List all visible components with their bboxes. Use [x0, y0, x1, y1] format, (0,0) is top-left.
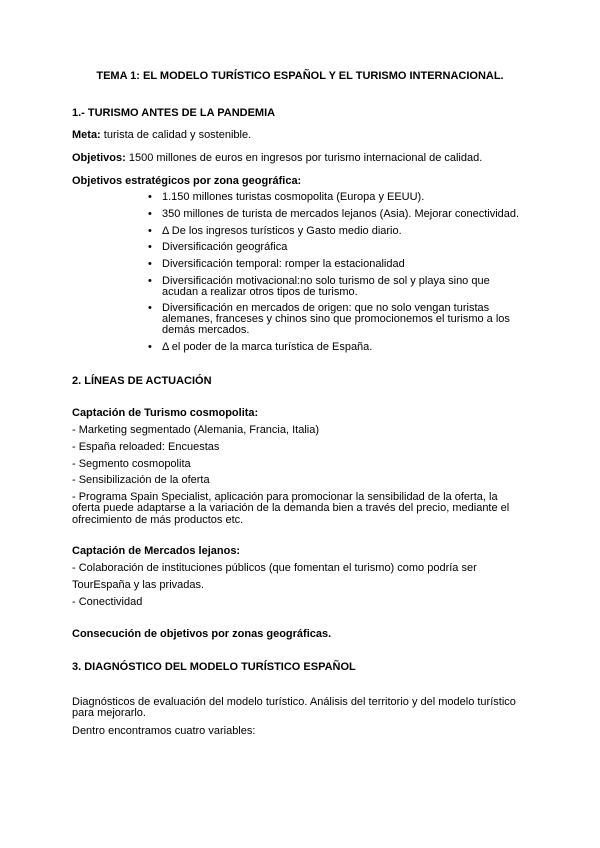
- list-item: 1.150 millones turistas cosmopolita (Europa y EEUU).: [162, 191, 425, 203]
- objetivos-text: 1500 millones de euros en ingresos por turismo internacional de calidad.: [125, 152, 483, 164]
- diagnostico-line: Diagnósticos de evaluación del modelo turístico. Análisis del territorio y del modelo turístico: [72, 696, 516, 708]
- cosmopolita-line: - España reloaded: Encuestas: [72, 441, 220, 453]
- list-item-continuation: acudan a realizar otros tipos de turismo.: [162, 286, 358, 298]
- cosmopolita-line: - Sensibilización de la oferta: [72, 474, 210, 486]
- diagnostico-line: para mejorarlo.: [72, 707, 146, 719]
- list-item: Diversificación geográfica: [162, 241, 288, 253]
- list-item: Diversificación motivacional:no solo turismo de sol y playa sino que: [162, 275, 490, 287]
- diagnostico-line: Dentro encontramos cuatro variables:: [72, 725, 256, 737]
- captacion-cosmopolita-heading: Captación de Turismo cosmopolita:: [72, 407, 259, 419]
- document-title: TEMA 1: EL MODELO TURÍSTICO ESPAÑOL Y EL TURISMO INTERNACIONAL.: [96, 70, 504, 82]
- objetivos-label: Objetivos:: [72, 152, 126, 164]
- bullet-icon: [148, 259, 154, 265]
- meta-text: turista de calidad y sostenible.: [100, 129, 252, 141]
- bullet-icon: [148, 209, 154, 215]
- meta-label: Meta:: [72, 129, 101, 141]
- list-item: 350 millones de turista de mercados lejanos (Asia). Mejorar conectividad.: [162, 208, 520, 220]
- objetivos-estrategicos-heading: Objetivos estratégicos por zona geográfica:: [72, 175, 302, 187]
- list-item: Diversificación en mercados de origen: que no solo vengan turistas: [162, 302, 490, 314]
- lejanos-line: TourEspaña y las privadas.: [72, 579, 205, 591]
- section-3-heading: 3. DIAGNÓSTICO DEL MODELO TURÍSTICO ESPAÑOL: [72, 661, 356, 673]
- cosmopolita-line: - Marketing segmentado (Alemania, Francia, Italia): [72, 424, 319, 436]
- list-item-continuation: alemanes, franceses y chinos sino que promocionemos el turismo a los: [162, 313, 510, 325]
- bullet-icon: [148, 242, 154, 248]
- bullet-icon: [148, 226, 154, 232]
- cosmopolita-line: - Programa Spain Specialist, aplicación para promocionar la sensibilidad de la oferta, la: [72, 491, 498, 503]
- bullet-icon: [148, 192, 154, 198]
- bullet-icon: [148, 303, 154, 309]
- objetivos-line: [72, 152, 482, 165]
- cosmopolita-line: ofrecimiento de más productos etc.: [72, 514, 244, 526]
- captacion-lejanos-heading: Captación de Mercados lejanos:: [72, 545, 241, 557]
- list-item: Δ De los ingresos turísticos y Gasto medio diario.: [162, 225, 402, 237]
- list-item-continuation: demás mercados.: [162, 324, 250, 336]
- section-2-heading: 2. LÍNEAS DE ACTUACIÓN: [72, 375, 212, 387]
- list-item: Δ el poder de la marca turística de España.: [162, 341, 373, 353]
- list-item: Diversificación temporal: romper la estacionalidad: [162, 258, 405, 270]
- bullet-icon: [148, 276, 154, 282]
- cosmopolita-line: - Segmento cosmopolita: [72, 458, 191, 470]
- lejanos-line: - Colaboración de instituciones públicos (que fomentan el turismo) como podría ser: [72, 562, 477, 574]
- bullet-icon: [148, 342, 154, 348]
- meta-line: [72, 129, 251, 142]
- cosmopolita-line: oferta puede adaptarse a la variación de la demanda bien a través del precio, mediante el: [72, 502, 510, 514]
- section-1-heading: 1.- TURISMO ANTES DE LA PANDEMIA: [72, 107, 276, 119]
- consecucion-line: Consecución de objetivos por zonas geográficas.: [72, 628, 332, 640]
- lejanos-line: - Conectividad: [72, 596, 143, 608]
